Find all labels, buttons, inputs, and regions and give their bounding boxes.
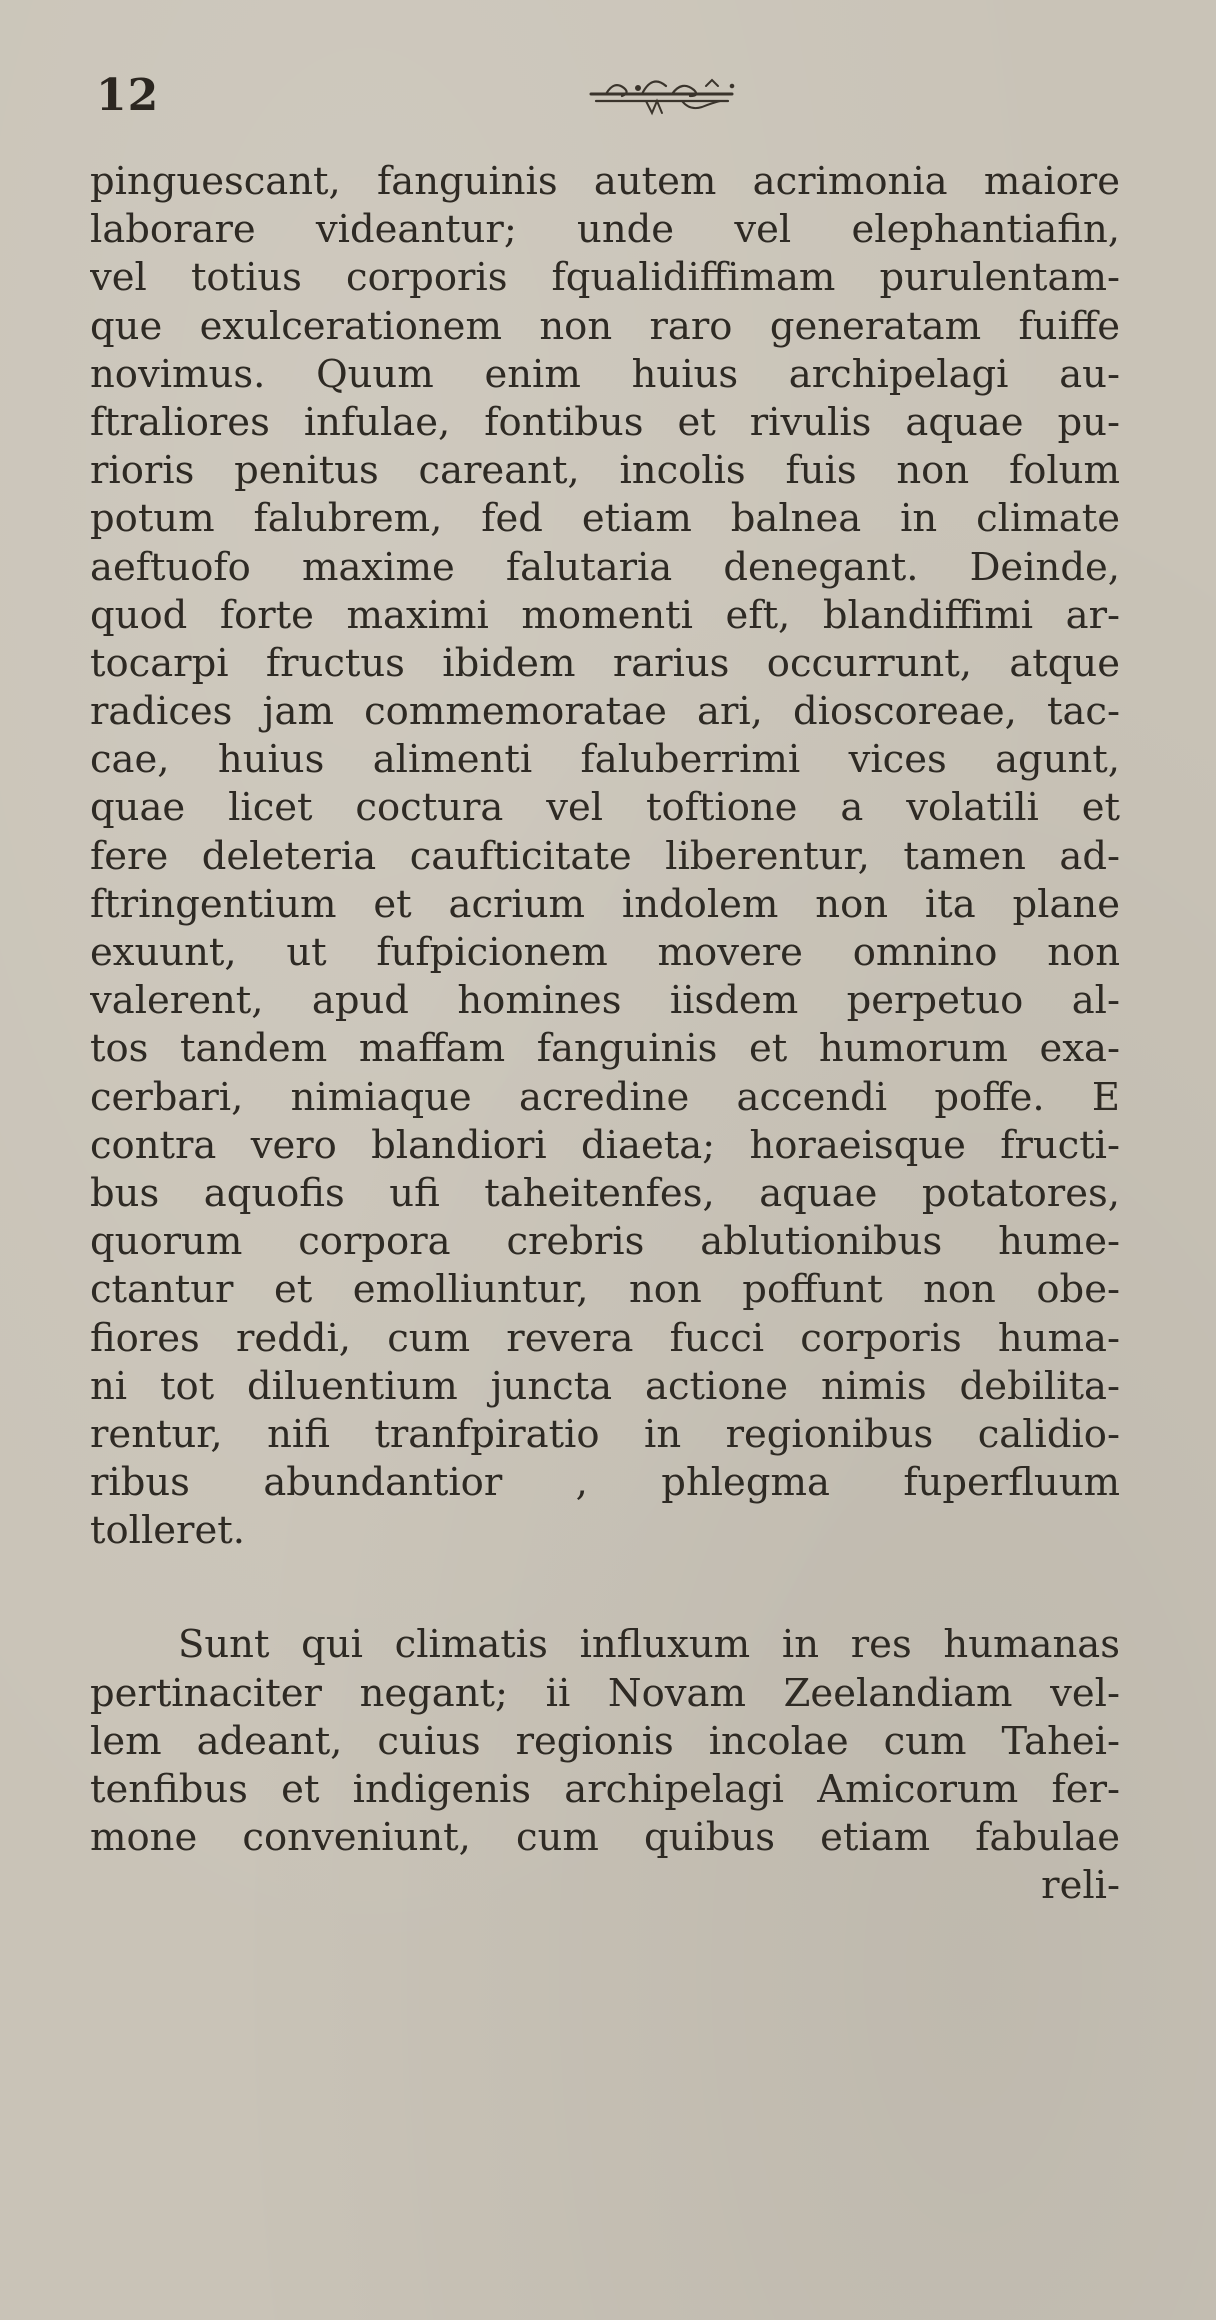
text-line: rentur, nifi tranfpiratio in regionibus calidio- [90, 1411, 1120, 1457]
text-line: tolleret. [90, 1508, 245, 1554]
paragraph-1 [90, 158, 1120, 1555]
text-line: mone conveniunt, cum quibus etiam fabulae [90, 1815, 1120, 1861]
text-line: novimus. Quum enim huius archipelagi au- [90, 351, 1120, 397]
text-line: ribus abundantior , phlegma fuperfluum [90, 1460, 1120, 1506]
text-line: tenfibus et indigenis archipelagi Amicorum fer- [90, 1767, 1120, 1812]
page-number: 12 [96, 70, 160, 121]
text-line: ftraliores infulae, fontibus et rivulis aquae pu- [90, 399, 1120, 445]
catchword: reli- [1041, 1863, 1120, 1909]
text-line: fere deleteria caufticitate liberentur, tamen ad- [90, 833, 1120, 879]
text-line: quae licet coctura vel toftione a volatili et [90, 785, 1120, 831]
text-line: quod forte maximi momenti eft, blandiffimi ar- [90, 592, 1120, 638]
text-line: ni tot diluentium juncta actione nimis debilita- [90, 1363, 1120, 1409]
text-line: lem adeant, cuius regionis incolae cum Tahei- [90, 1718, 1120, 1764]
printers-ornament-icon [496, 64, 826, 124]
text-line: fiores reddi, cum revera fucci corporis huma- [90, 1315, 1120, 1361]
body-text [90, 158, 1120, 1911]
text-line: pinguescant, fanguinis autem acrimonia maiore [90, 159, 1120, 204]
text-line: tos tandem maffam fanguinis et humorum exa- [90, 1026, 1120, 1072]
text-line: potum falubrem, fed etiam balnea in climate [90, 496, 1120, 542]
text-line: ctantur et emolliuntur, non poffunt non obe- [90, 1267, 1120, 1313]
text-line: que exulcerationem non raro generatam fuiffe [90, 303, 1120, 349]
text-line: valerent, apud homines iisdem perpetuo al- [90, 978, 1120, 1024]
text-line: laborare videantur; unde vel elephantiafin, [90, 207, 1120, 253]
text-line: pertinaciter negant; ii Novam Zeelandiam vel- [90, 1670, 1120, 1716]
text-line: aeftuofo maxime falutaria denegant. Deinde, [90, 544, 1120, 590]
text-line: bus aquofis ufi taheitenfes, aquae potatores, [90, 1170, 1120, 1216]
paragraph-gap [90, 1555, 1120, 1621]
text-line: quorum corpora crebris ablutionibus hume- [90, 1219, 1120, 1265]
text-line: cae, huius alimenti faluberrimi vices agunt, [90, 737, 1120, 783]
page-header [96, 64, 1136, 134]
text-line: radices jam commemoratae ari, dioscoreae, tac- [90, 689, 1120, 735]
text-line: cerbari, nimiaque acredine accendi poffe. E [90, 1074, 1120, 1120]
paragraph-2 [90, 1621, 1120, 1862]
text-line: Sunt qui climatis influxum in res humanas [178, 1622, 1120, 1668]
text-line: tocarpi fructus ibidem rarius occurrunt, atque [90, 640, 1120, 686]
text-line: exuunt, ut fufpicionem movere omnino non [90, 930, 1120, 975]
text-line: vel totius corporis fqualidiffimam purulentam- [90, 255, 1120, 301]
text-line: ftringentium et acrium indolem non ita plane [90, 881, 1120, 927]
text-line: rioris penitus careant, incolis fuis non folum [90, 448, 1120, 494]
text-line: contra vero blandiori diaeta; horaeisque fructi- [90, 1122, 1120, 1168]
